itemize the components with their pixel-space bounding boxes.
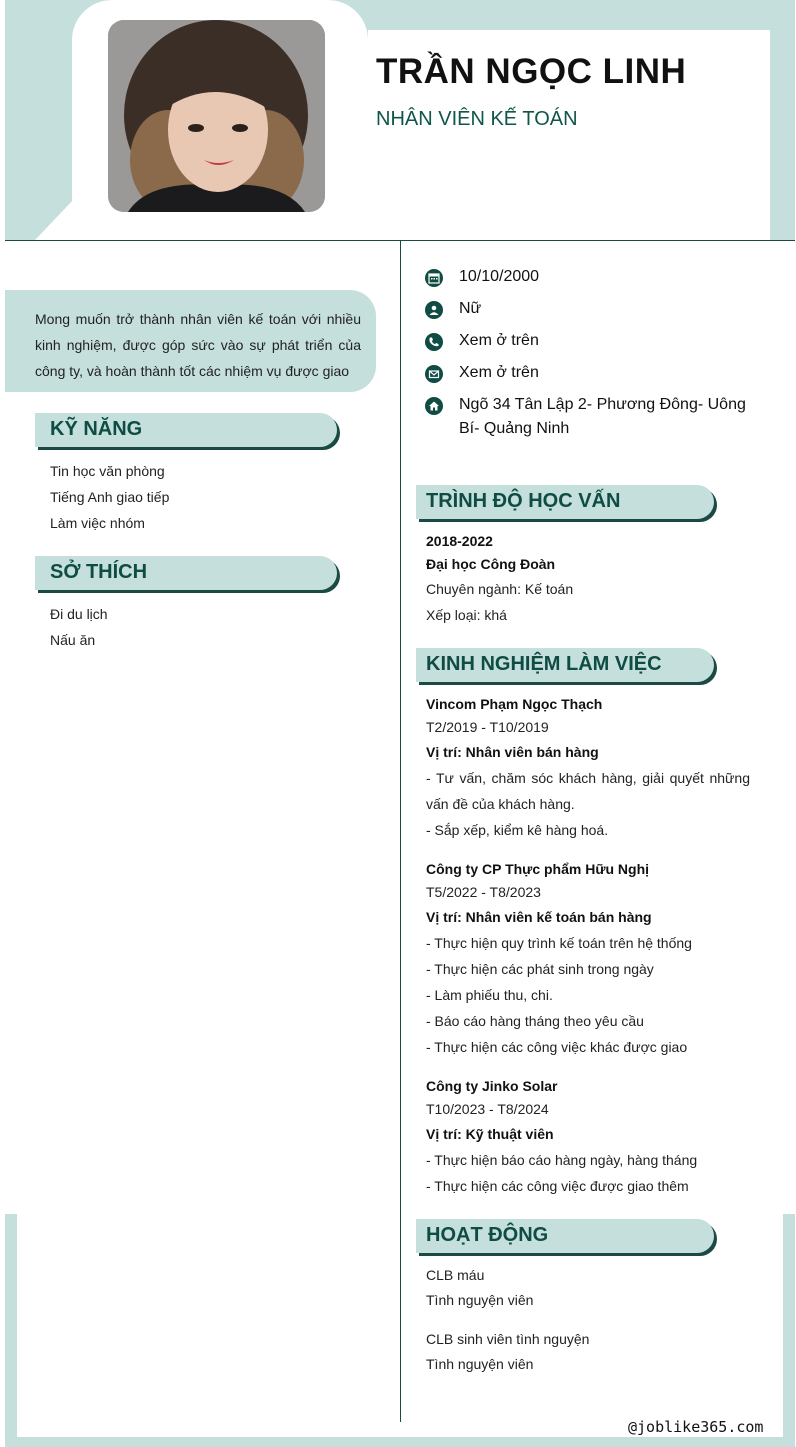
job-period: T5/2022 - T8/2023 [426,884,541,900]
education-heading [416,485,714,519]
experience-heading [416,648,714,682]
frame-bottom [5,1437,795,1447]
avatar [108,20,325,212]
job-task: - Thực hiện quy trình kế toán trên hệ thống [426,935,692,951]
job-position: Vị trí: Nhân viên kế toán bán hàng [426,909,652,925]
activities-heading-label: HOẠT ĐỘNG [426,1224,549,1246]
job-position: Vị trí: Kỹ thuật viên [426,1126,554,1142]
job-period: T2/2019 - T10/2019 [426,719,549,735]
activity-org: CLB máu [426,1267,485,1283]
job-task: - Sắp xếp, kiểm kê hàng hoá. [426,822,609,838]
calendar-icon [425,269,443,287]
job-company: Công ty Jinko Solar [426,1078,558,1094]
job-position: Vị trí: Nhân viên bán hàng [426,744,599,760]
experience-heading-label: KINH NGHIỆM LÀM VIỆC [426,653,662,675]
hobby-item: Đi du lịch [50,606,108,622]
watermark: @joblike365.com [628,1418,764,1436]
address-text: Ngõ 34 Tân Lập 2- Phương Đông- Uông Bí- Quảng Ninh [459,396,746,437]
job-task: - Báo cáo hàng tháng theo yêu cầu [426,1013,644,1029]
user-icon [425,301,443,319]
hobby-item: Nấu ăn [50,632,96,648]
education-major: Chuyên ngành: Kế toán [426,581,574,597]
job-company: Công ty CP Thực phẩm Hữu Nghị [426,861,650,877]
mail-icon [425,365,443,383]
skills-heading-label: KỸ NĂNG [50,418,143,440]
skill-item: Tin học văn phòng [50,463,165,479]
frame-right [783,1214,795,1447]
candidate-name: TRẦN NGỌC LINH [376,52,687,91]
dob-text: 10/10/2000 [459,268,540,285]
skill-item: Tiếng Anh giao tiếp [50,489,170,505]
hobbies-heading [35,556,337,590]
education-grade: Xếp loại: khá [426,607,507,623]
phone-text: Xem ở trên [459,332,539,349]
job-period: T10/2023 - T8/2024 [426,1101,549,1117]
column-divider [400,241,401,1422]
phone-icon [425,333,443,351]
objective-text: Mong muốn trở thành nhân viên kế toán với nhiều kinh nghiệm, được góp sức vào sự phát triển của công ty, và hoàn thành tốt các nhiệm vụ được giao [35,311,361,379]
job-task: - Làm phiếu thu, chi. [426,987,553,1003]
job-task: - Tư vấn, chăm sóc khách hàng, giải quyết những vấn đề của khách hàng. [426,770,750,812]
activities-heading [416,1219,714,1253]
job-task: - Thực hiện các công việc khác được giao [426,1039,688,1055]
job-company: Vincom Phạm Ngọc Thạch [426,696,603,712]
activity-role: Tình nguyện viên [426,1356,534,1372]
skills-heading [35,413,337,447]
education-period: 2018-2022 [426,533,493,549]
education-heading-label: TRÌNH ĐỘ HỌC VẤN [426,490,621,512]
job-task: - Thực hiện các phát sinh trong ngày [426,961,654,977]
education-school: Đại học Công Đoàn [426,556,556,572]
home-icon [425,397,443,415]
activity-org: CLB sinh viên tình nguyện [426,1331,590,1347]
hobbies-heading-label: SỞ THÍCH [50,561,148,583]
candidate-title: NHÂN VIÊN KẾ TOÁN [376,108,578,130]
job-task: - Thực hiện các công việc được giao thêm [426,1178,689,1194]
gender-text: Nữ [459,300,482,317]
skill-item: Làm việc nhóm [50,515,145,531]
frame-left [5,1214,17,1447]
activity-role: Tình nguyện viên [426,1292,534,1308]
job-task: - Thực hiện báo cáo hàng ngày, hàng tháng [426,1152,698,1168]
email-text: Xem ở trên [459,364,539,381]
